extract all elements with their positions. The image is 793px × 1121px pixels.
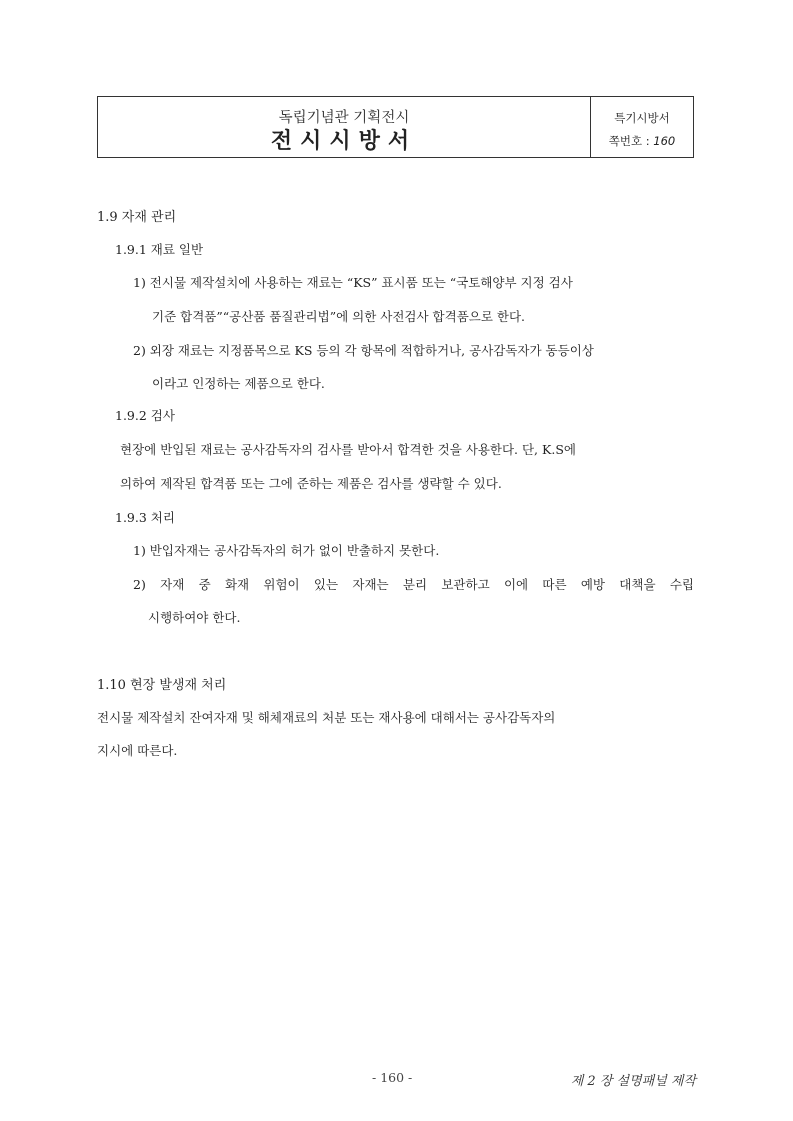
header-side-cell (591, 97, 693, 157)
document-title: 전시시방서 (270, 129, 418, 154)
subsection-heading-1-9-2: 1.9.2 검사 (115, 408, 175, 423)
footer-chapter-title: 제 2 장 설명패널 제작 (570, 1074, 696, 1089)
paragraph-line: 2) 외장 재료는 지정품목으로 KS 등의 각 항목에 적합하거나, 공사감독자가 동등이상 (133, 343, 594, 358)
page-number-field (591, 133, 693, 149)
header-title-cell (98, 97, 591, 157)
paragraph-line: 2) 자재 중 화재 위험이 있는 자재는 분리 보관하고 이에 따른 예방 대책을 수립 (133, 577, 694, 592)
paragraph-line: 의하여 제작된 합격품 또는 그에 준하는 제품은 검사를 생략할 수 있다. (120, 476, 502, 491)
paragraph-line: 지시에 따른다. (97, 743, 178, 758)
subsection-heading-1-9-3: 1.9.3 처리 (115, 510, 175, 525)
paragraph-line: 시행하여야 한다. (148, 610, 241, 625)
paragraph-line: 기준 합격품”“공산품 품질관리법”에 의한 사전검사 합격품으로 한다. (152, 309, 526, 324)
paragraph-line: 전시물 제작설치 잔여자재 및 해체재료의 처분 또는 재사용에 대해서는 공사감독자의 (97, 710, 556, 725)
section-heading-1-10: 1.10 현장 발생재 처리 (97, 678, 227, 693)
document-subtitle: 독립기념관 기획전시 (278, 110, 410, 126)
spec-type-label: 특기시방서 (614, 111, 670, 125)
subsection-heading-1-9-1: 1.9.1 재료 일반 (115, 242, 204, 257)
paragraph-line: 현장에 반입된 재료는 공사감독자의 검사를 받아서 합격한 것을 사용한다. 단, K.S에 (120, 442, 576, 457)
paragraph-line: 1) 반입자재는 공사감독자의 허가 없이 반출하지 못한다. (133, 543, 440, 558)
page-number-value: 160 (653, 134, 676, 148)
page-number-label: 쪽번호 : (608, 134, 650, 148)
section-heading-1-9: 1.9 자재 관리 (97, 210, 177, 225)
footer-page-number: - 160 - (372, 1070, 413, 1085)
document-header (97, 96, 694, 158)
paragraph-line: 이라고 인정하는 제품으로 한다. (152, 376, 325, 391)
paragraph-line: 1) 전시물 제작설치에 사용하는 재료는 “KS” 표시품 또는 “국토해양부 지정 검사 (133, 275, 573, 290)
